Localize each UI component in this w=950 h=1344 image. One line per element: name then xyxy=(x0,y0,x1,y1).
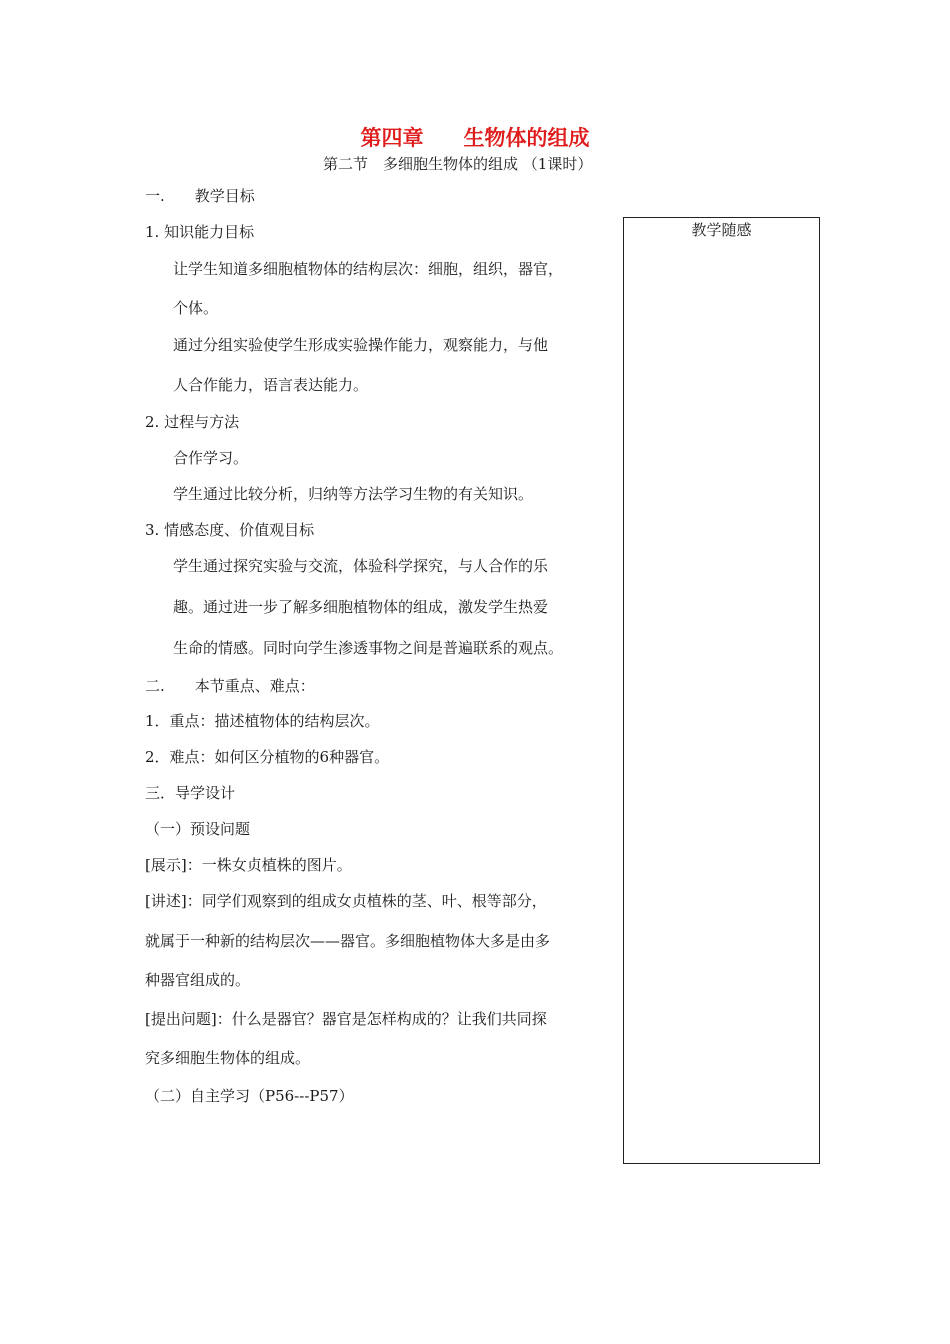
body-line: 生命的情感。同时向学生渗透事物之间是普遍联系的观点。 xyxy=(173,639,564,657)
subheading-preset-questions: （一）预设问题 xyxy=(145,820,251,838)
body-line: 合作学习。 xyxy=(173,449,249,467)
teaching-notes-label: 教学随感 xyxy=(691,221,752,239)
body-line: 学生通过比较分析，归纳等方法学习生物的有关知识。 xyxy=(173,485,534,503)
heading-key-points: 二. 本节重点、难点： xyxy=(145,677,315,695)
objective-knowledge: 1. 知识能力目标 xyxy=(145,223,255,241)
section-subtitle: 第二节 多细胞生物体的组成 （1课时） xyxy=(323,155,593,173)
objective-attitude: 3. 情感态度、价值观目标 xyxy=(145,521,315,539)
chapter-name: 生物体的组成 xyxy=(463,126,590,150)
body-line: [提出问题]：什么是器官？器官是怎样构成的？让我们共同探 xyxy=(145,1010,547,1028)
heading-objectives: 一. 教学目标 xyxy=(145,187,255,205)
subheading-self-study: （二）自主学习（P56---P57） xyxy=(145,1087,354,1105)
body-line: [展示]：一株女贞植株的图片。 xyxy=(145,856,352,874)
body-line: 让学生知道多细胞植物体的结构层次：细胞，组织，器官， xyxy=(173,260,564,278)
body-line: 个体。 xyxy=(173,299,219,317)
body-line: 趣。通过进一步了解多细胞植物体的组成，激发学生热爱 xyxy=(173,598,549,616)
heading-guided-design: 三．导学设计 xyxy=(145,784,236,802)
body-line: [讲述]：同学们观察到的组成女贞植株的茎、叶、根等部分， xyxy=(145,892,547,910)
chapter-title xyxy=(0,122,950,152)
body-line: 究多细胞生物体的组成。 xyxy=(145,1049,311,1067)
difficult-point: 2．难点：如何区分植物的6种器官。 xyxy=(145,748,390,766)
teaching-notes-box xyxy=(623,217,820,1164)
chapter-number: 第四章 xyxy=(360,126,424,150)
body-line: 就属于一种新的结构层次——器官。多细胞植物体大多是由多 xyxy=(145,932,551,950)
objective-process: 2. 过程与方法 xyxy=(145,413,240,431)
body-line: 种器官组成的。 xyxy=(145,971,251,989)
body-line: 学生通过探究实验与交流，体验科学探究，与人合作的乐 xyxy=(173,557,549,575)
body-line: 通过分组实验使学生形成实验操作能力，观察能力，与他 xyxy=(173,336,549,354)
key-point: 1．重点：描述植物体的结构层次。 xyxy=(145,712,380,730)
body-line: 人合作能力，语言表达能力。 xyxy=(173,376,369,394)
